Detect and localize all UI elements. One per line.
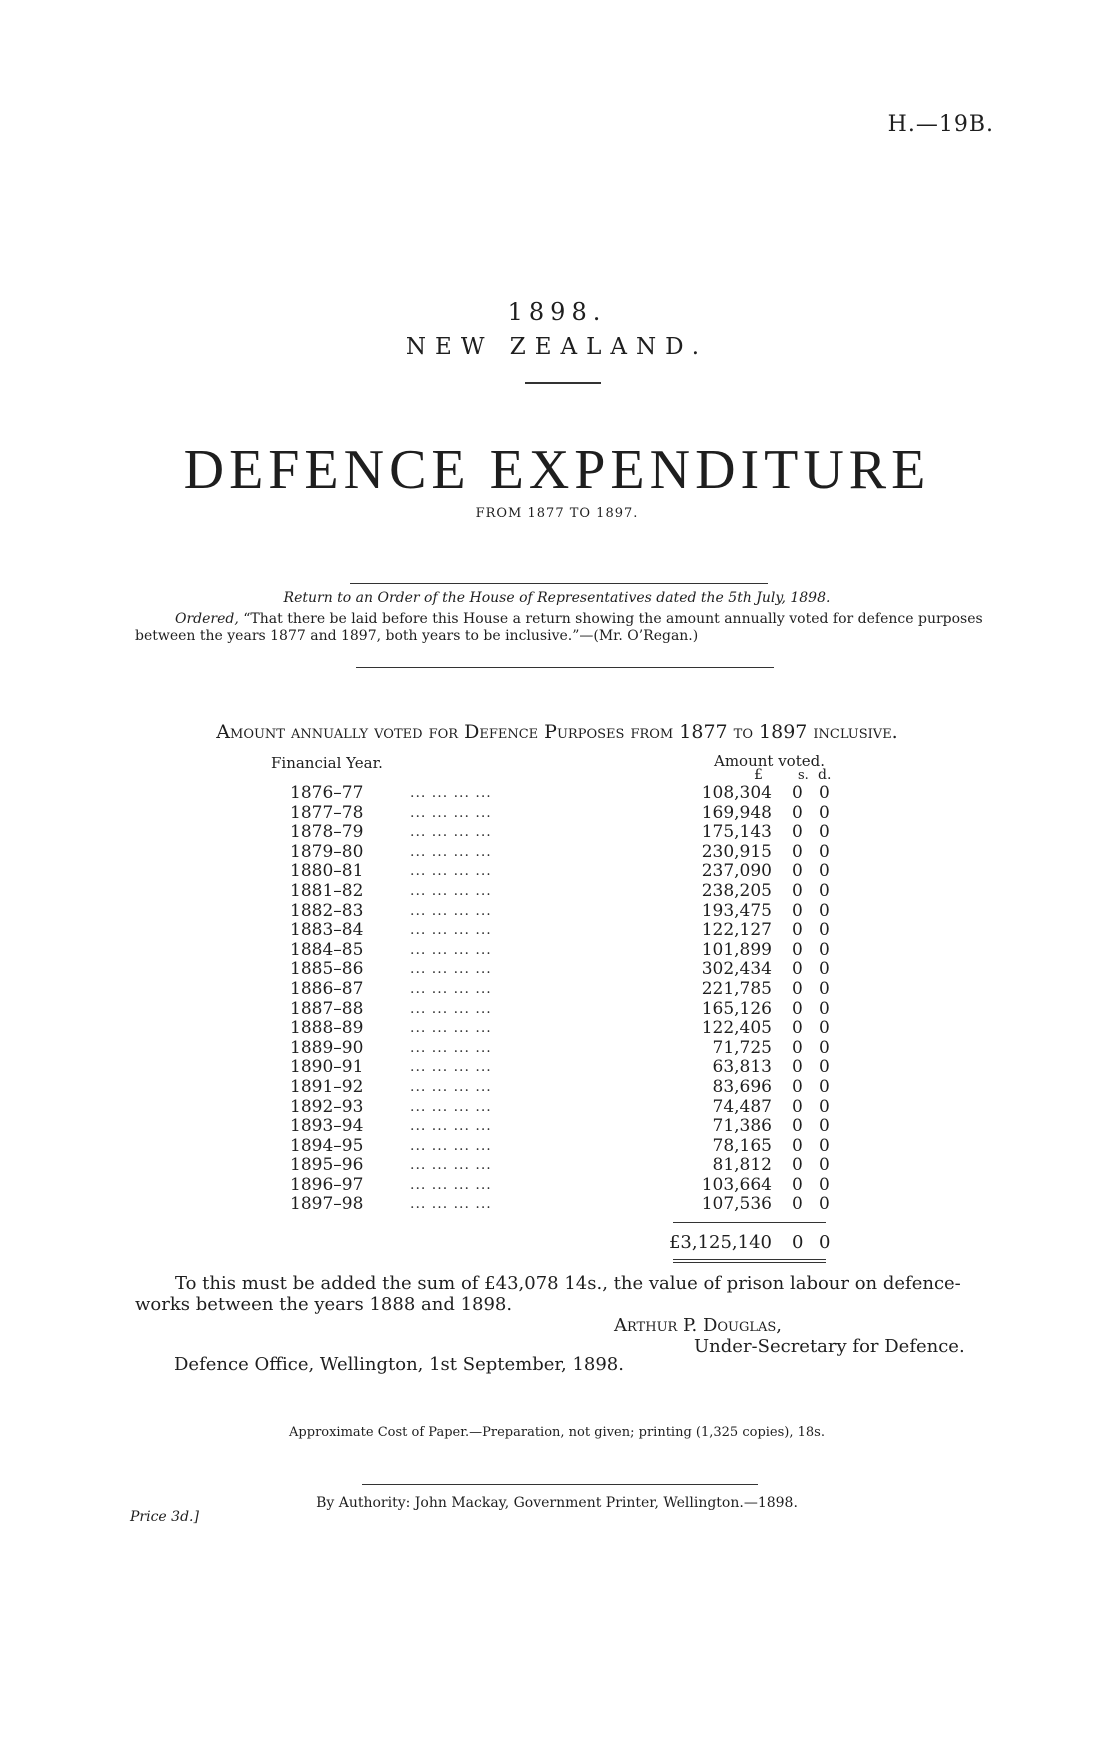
ordered-paragraph [135, 611, 985, 645]
row-shillings: 0 [792, 783, 803, 803]
column-header-amount: Amount voted. [714, 752, 825, 770]
row-year: 1896–97 [290, 1174, 364, 1195]
row-amount: 83,696 [712, 1076, 772, 1097]
row-amount: 71,386 [712, 1116, 772, 1137]
row-shillings: 0 [792, 1135, 803, 1156]
row-pence: 0 [819, 939, 830, 960]
row-pence: 0 [819, 998, 830, 1019]
total-amount: £3,125,140 [668, 1232, 772, 1253]
total-shillings: 0 [792, 1232, 804, 1253]
row-amount: 122,127 [701, 920, 772, 941]
column-unit-pounds: £ [754, 767, 763, 783]
row-leader-dots: ... ... ... ... [410, 980, 492, 997]
row-leader-dots: ... ... ... ... [410, 922, 492, 939]
row-pence: 0 [819, 880, 830, 901]
column-unit-pence: d. [818, 767, 832, 783]
row-pence: 0 [819, 1155, 830, 1176]
table-row [0, 921, 1114, 941]
table-row [0, 1176, 1114, 1196]
row-shillings: 0 [792, 900, 803, 921]
row-year: 1883–84 [290, 920, 364, 941]
table-row [0, 804, 1114, 824]
row-pence: 0 [819, 900, 830, 921]
row-pence: 0 [819, 1096, 830, 1117]
expenditure-table-body [0, 784, 1114, 1215]
row-shillings: 0 [792, 1194, 803, 1215]
row-year: 1889–90 [290, 1037, 364, 1058]
row-year: 1891–92 [290, 1076, 364, 1097]
row-amount: 122,405 [701, 1018, 772, 1039]
country-name: NEW ZEALAND. [405, 334, 709, 360]
row-leader-dots: ... ... ... ... [410, 1196, 492, 1213]
table-row [0, 1137, 1114, 1157]
row-shillings: 0 [792, 880, 803, 901]
row-pence: 0 [819, 1135, 830, 1156]
row-year: 1888–89 [290, 1018, 364, 1039]
row-leader-dots: ... ... ... ... [410, 1059, 492, 1076]
row-year: 1893–94 [290, 1116, 364, 1137]
row-amount: 63,813 [712, 1057, 772, 1078]
row-leader-dots: ... ... ... ... [410, 1078, 492, 1095]
table-row [0, 1000, 1114, 1020]
row-year: 1876–77 [290, 783, 364, 803]
table-row [0, 1098, 1114, 1118]
row-leader-dots: ... ... ... ... [410, 1118, 492, 1135]
row-pence: 0 [819, 1037, 830, 1058]
row-amount: 165,126 [701, 998, 772, 1019]
row-leader-dots: ... ... ... ... [410, 863, 492, 880]
row-year: 1886–87 [290, 978, 364, 999]
row-leader-dots: ... ... ... ... [410, 804, 492, 821]
row-pence: 0 [819, 1116, 830, 1137]
table-title: Amount annually voted for Defence Purposes from 1877 to 1897 inclusive. [216, 721, 898, 743]
row-year: 1890–91 [290, 1057, 364, 1078]
row-leader-dots: ... ... ... ... [410, 1039, 492, 1056]
row-year: 1894–95 [290, 1135, 364, 1156]
row-pence: 0 [819, 783, 830, 803]
row-pence: 0 [819, 841, 830, 862]
row-amount: 169,948 [701, 802, 772, 823]
order-divider-bottom [356, 667, 774, 668]
table-row [0, 1156, 1114, 1176]
row-amount: 101,899 [701, 939, 772, 960]
row-shillings: 0 [792, 998, 803, 1019]
row-amount: 238,205 [701, 880, 772, 901]
printer-authority-line: By Authority: John Mackay, Government Printer, Wellington.—1898. [316, 1495, 798, 1511]
row-year: 1884–85 [290, 939, 364, 960]
column-unit-shillings: s. [798, 768, 809, 783]
row-shillings: 0 [792, 1096, 803, 1117]
row-leader-dots: ... ... ... ... [410, 1137, 492, 1154]
row-amount: 237,090 [701, 861, 772, 882]
ordered-label: Ordered, [175, 611, 239, 627]
row-year: 1877–78 [290, 802, 364, 823]
total-rule-bottom-1 [673, 1259, 826, 1260]
signatory-title: Under-Secretary for Defence. [694, 1336, 965, 1357]
table-row [0, 823, 1114, 843]
row-pence: 0 [819, 802, 830, 823]
ordered-text: “That there be laid before this House a return showing the amount annually voted for defence purposes between the years 1877 and 1897, both years to be inclusive.”—(Mr. O’Regan.) [135, 611, 983, 644]
total-row [0, 1232, 1114, 1254]
row-amount: 74,487 [712, 1096, 772, 1117]
row-leader-dots: ... ... ... ... [410, 824, 492, 841]
row-leader-dots: ... ... ... ... [410, 785, 492, 801]
page-subtitle: FROM 1877 TO 1897. [475, 506, 639, 521]
authority-divider [362, 1484, 758, 1485]
row-shillings: 0 [792, 841, 803, 862]
row-pence: 0 [819, 861, 830, 882]
signatory-name: Arthur P. Douglas, [614, 1315, 783, 1336]
row-amount: 103,664 [701, 1174, 772, 1195]
row-leader-dots: ... ... ... ... [410, 902, 492, 919]
document-reference: H.—19B. [887, 112, 994, 137]
row-leader-dots: ... ... ... ... [410, 1000, 492, 1017]
row-shillings: 0 [792, 939, 803, 960]
row-shillings: 0 [792, 1116, 803, 1137]
table-row [0, 1019, 1114, 1039]
row-amount: 107,536 [701, 1194, 772, 1215]
row-year: 1879–80 [290, 841, 364, 862]
table-row [0, 1078, 1114, 1098]
row-amount: 193,475 [701, 900, 772, 921]
total-pence: 0 [819, 1232, 831, 1253]
title-divider [525, 382, 601, 384]
row-amount: 175,143 [701, 822, 772, 843]
row-amount: 108,304 [701, 783, 772, 803]
table-row [0, 784, 1114, 804]
row-shillings: 0 [792, 1057, 803, 1078]
row-shillings: 0 [792, 978, 803, 999]
prison-labour-note [135, 1273, 985, 1315]
row-shillings: 0 [792, 1018, 803, 1039]
row-shillings: 0 [792, 802, 803, 823]
session-year: 1898. [507, 298, 607, 326]
note-text: To this must be added the sum of £43,078 14s., the value of prison labour on defence-works between the years 1888 and 1898. [135, 1273, 961, 1315]
row-shillings: 0 [792, 959, 803, 980]
row-amount: 78,165 [712, 1135, 772, 1156]
row-year: 1878–79 [290, 822, 364, 843]
row-amount: 230,915 [701, 841, 772, 862]
row-amount: 81,812 [712, 1155, 772, 1176]
row-year: 1895–96 [290, 1155, 364, 1176]
row-shillings: 0 [792, 1174, 803, 1195]
row-year: 1881–82 [290, 880, 364, 901]
row-pence: 0 [819, 920, 830, 941]
row-year: 1880–81 [290, 861, 364, 882]
row-leader-dots: ... ... ... ... [410, 843, 492, 860]
table-row [0, 980, 1114, 1000]
row-shillings: 0 [792, 822, 803, 843]
row-amount: 71,725 [712, 1037, 772, 1058]
row-pence: 0 [819, 822, 830, 843]
return-order-line: Return to an Order of the House of Representatives dated the 5th July, 1898. [283, 590, 831, 606]
row-leader-dots: ... ... ... ... [410, 1098, 492, 1115]
row-leader-dots: ... ... ... ... [410, 882, 492, 899]
total-rule-top [673, 1222, 826, 1223]
row-pence: 0 [819, 1194, 830, 1215]
table-row [0, 960, 1114, 980]
row-leader-dots: ... ... ... ... [410, 1157, 492, 1174]
row-year: 1892–93 [290, 1096, 364, 1117]
row-year: 1882–83 [290, 900, 364, 921]
row-shillings: 0 [792, 861, 803, 882]
row-amount: 221,785 [701, 978, 772, 999]
table-row [0, 1117, 1114, 1137]
place-and-date: Defence Office, Wellington, 1st September, 1898. [174, 1354, 624, 1375]
table-row [0, 1039, 1114, 1059]
row-year: 1897–98 [290, 1194, 364, 1215]
table-row [0, 843, 1114, 863]
row-shillings: 0 [792, 920, 803, 941]
row-leader-dots: ... ... ... ... [410, 941, 492, 958]
row-shillings: 0 [792, 1155, 803, 1176]
table-row [0, 902, 1114, 922]
row-shillings: 0 [792, 1076, 803, 1097]
order-divider-top [350, 583, 768, 584]
page-title: DEFENCE EXPENDITURE [183, 439, 931, 501]
row-pence: 0 [819, 959, 830, 980]
column-header-year: Financial Year. [271, 754, 383, 772]
row-pence: 0 [819, 1018, 830, 1039]
table-row [0, 862, 1114, 882]
row-pence: 0 [819, 978, 830, 999]
row-shillings: 0 [792, 1037, 803, 1058]
price-label: Price 3d.] [130, 1509, 199, 1525]
table-row [0, 882, 1114, 902]
row-pence: 0 [819, 1057, 830, 1078]
total-rule-bottom-2 [673, 1262, 826, 1263]
table-row [0, 1195, 1114, 1215]
table-row [0, 1058, 1114, 1078]
row-leader-dots: ... ... ... ... [410, 961, 492, 978]
row-pence: 0 [819, 1076, 830, 1097]
row-leader-dots: ... ... ... ... [410, 1020, 492, 1037]
row-pence: 0 [819, 1174, 830, 1195]
row-year: 1885–86 [290, 959, 364, 980]
printing-cost-line: Approximate Cost of Paper.—Preparation, not given; printing (1,325 copies), 18s. [289, 1425, 825, 1440]
row-year: 1887–88 [290, 998, 364, 1019]
table-row [0, 941, 1114, 961]
row-leader-dots: ... ... ... ... [410, 1176, 492, 1193]
row-amount: 302,434 [701, 959, 772, 980]
